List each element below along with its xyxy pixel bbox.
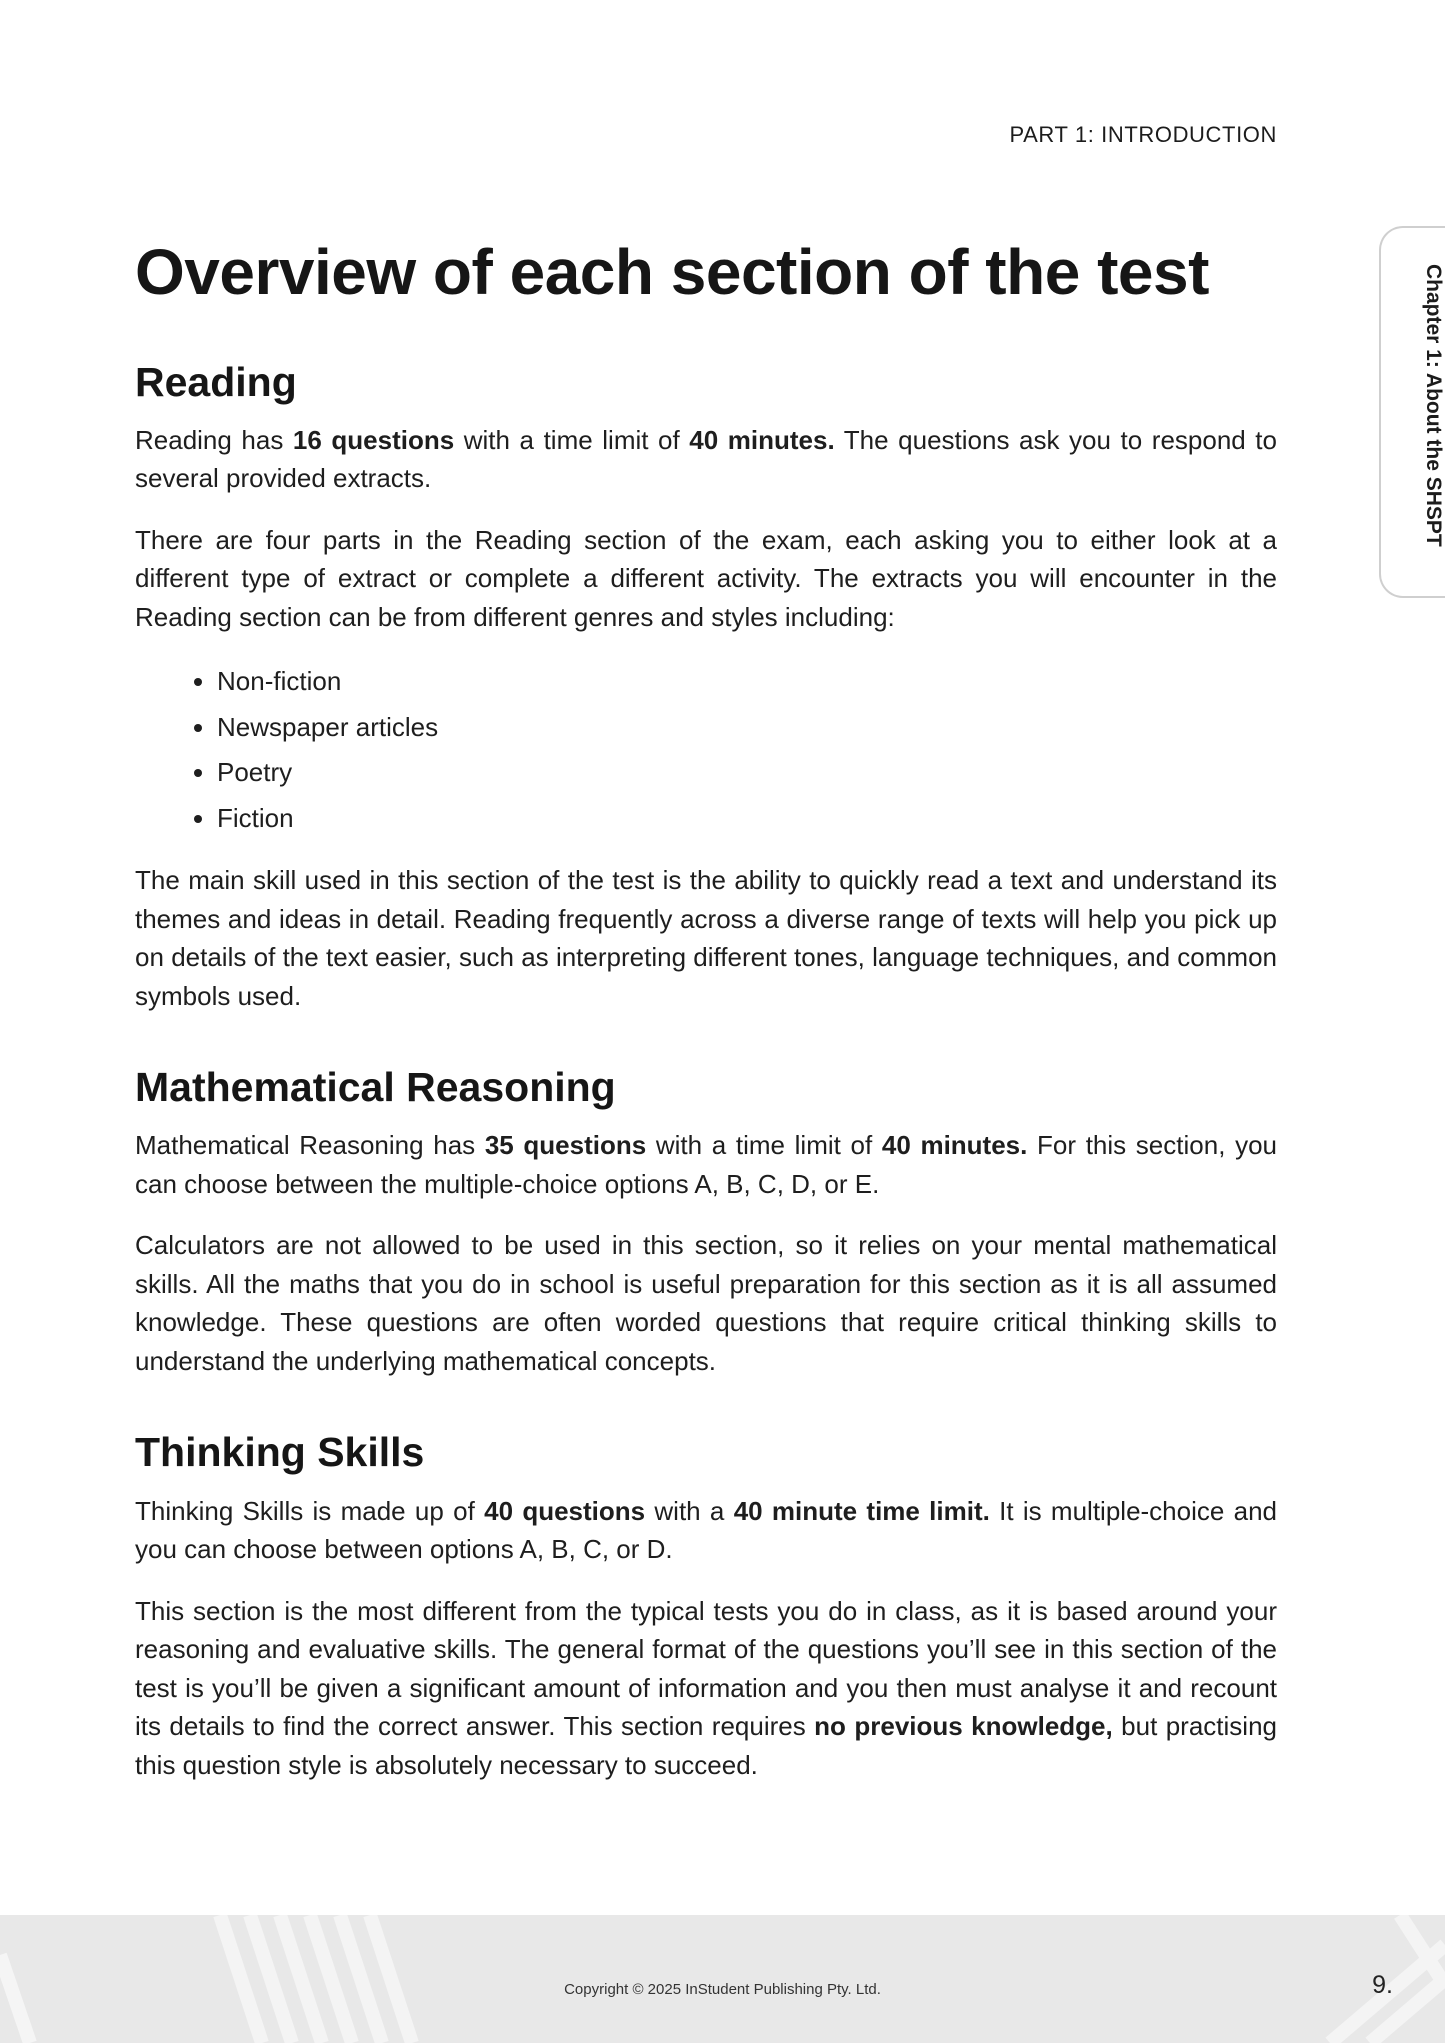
math-intro: Mathematical Reasoning has 35 questions with a time limit of 40 minutes. For this section, you can choose between the multiple-choice options A, B, C, D, or E. [135,1130,1277,1199]
reading-parts-paragraph: There are four parts in the Reading section of the exam, each asking you to either look at a different type of extract or complete a different activity. The extracts you will encounter in the Reading section can be from different genres and styles including: [135,524,1277,632]
copyright-notice: Copyright © 2025 InStudent Publishing Pty. Ltd. [564,1981,881,1998]
genre-list [135,659,1277,841]
footer-stripes-pattern [0,1915,1445,2043]
list-item: • Poetry [217,750,1277,796]
main-content [135,236,1277,1832]
math-calculator-paragraph: Calculators are not allowed to be used in this section, so it relies on your mental mathematical skills. All the maths that you do in school is useful preparation for this section as it is all assumed knowledge. These questions are often worded questions that require critical thinking skills to understand the underlying mathematical concepts. [135,1230,1277,1376]
page-number: 9. [1372,1971,1393,1999]
thinking-section [135,1428,1277,1784]
thinking-heading: Thinking Skills [135,1429,425,1476]
running-head: PART 1: INTRODUCTION [1009,122,1277,147]
thinking-format-paragraph: This section is the most different from the typical tests you do in class, as it is based around your reasoning and evaluative skills. The general format of the questions you’ll see in this section of the test is you’ll be given a significant amount of information and you then must analyse it and recount its details to find the correct answer. This section requires no previous knowledge, but practising this question style is absolutely necessary to succeed. [135,1595,1277,1780]
page-footer [0,1915,1445,2043]
chapter-tab-label: Chapter 1: About the SHSPT [1422,264,1445,547]
thinking-intro: Thinking Skills is made up of 40 questions with a 40 minute time limit. It is multiple-choice and you can choose between options A, B, C, or D. [135,1495,1278,1565]
page-title: Overview of each section of the test [135,236,1209,308]
chapter-side-tab [1379,226,1445,598]
reading-skill-paragraph: The main skill used in this section of the test is the ability to quickly read a text and understand its themes and ideas in detail. Reading frequently across a diverse range of texts will help you pick up on details of the text easier, such as interpreting different tones, language techniques, and common symbols used. [135,865,1277,1011]
math-section [135,1063,1277,1380]
list-item: • Fiction [217,796,1277,842]
reading-heading: Reading [135,358,297,405]
list-item: • Non-fiction [217,659,1277,705]
list-item: • Newspaper articles [217,705,1277,751]
math-heading: Mathematical Reasoning [135,1064,616,1111]
reading-section [135,358,1277,1016]
reading-intro: Reading has 16 questions with a time limit of 40 minutes. The questions ask you to respond to several provided extracts. [135,424,1277,494]
